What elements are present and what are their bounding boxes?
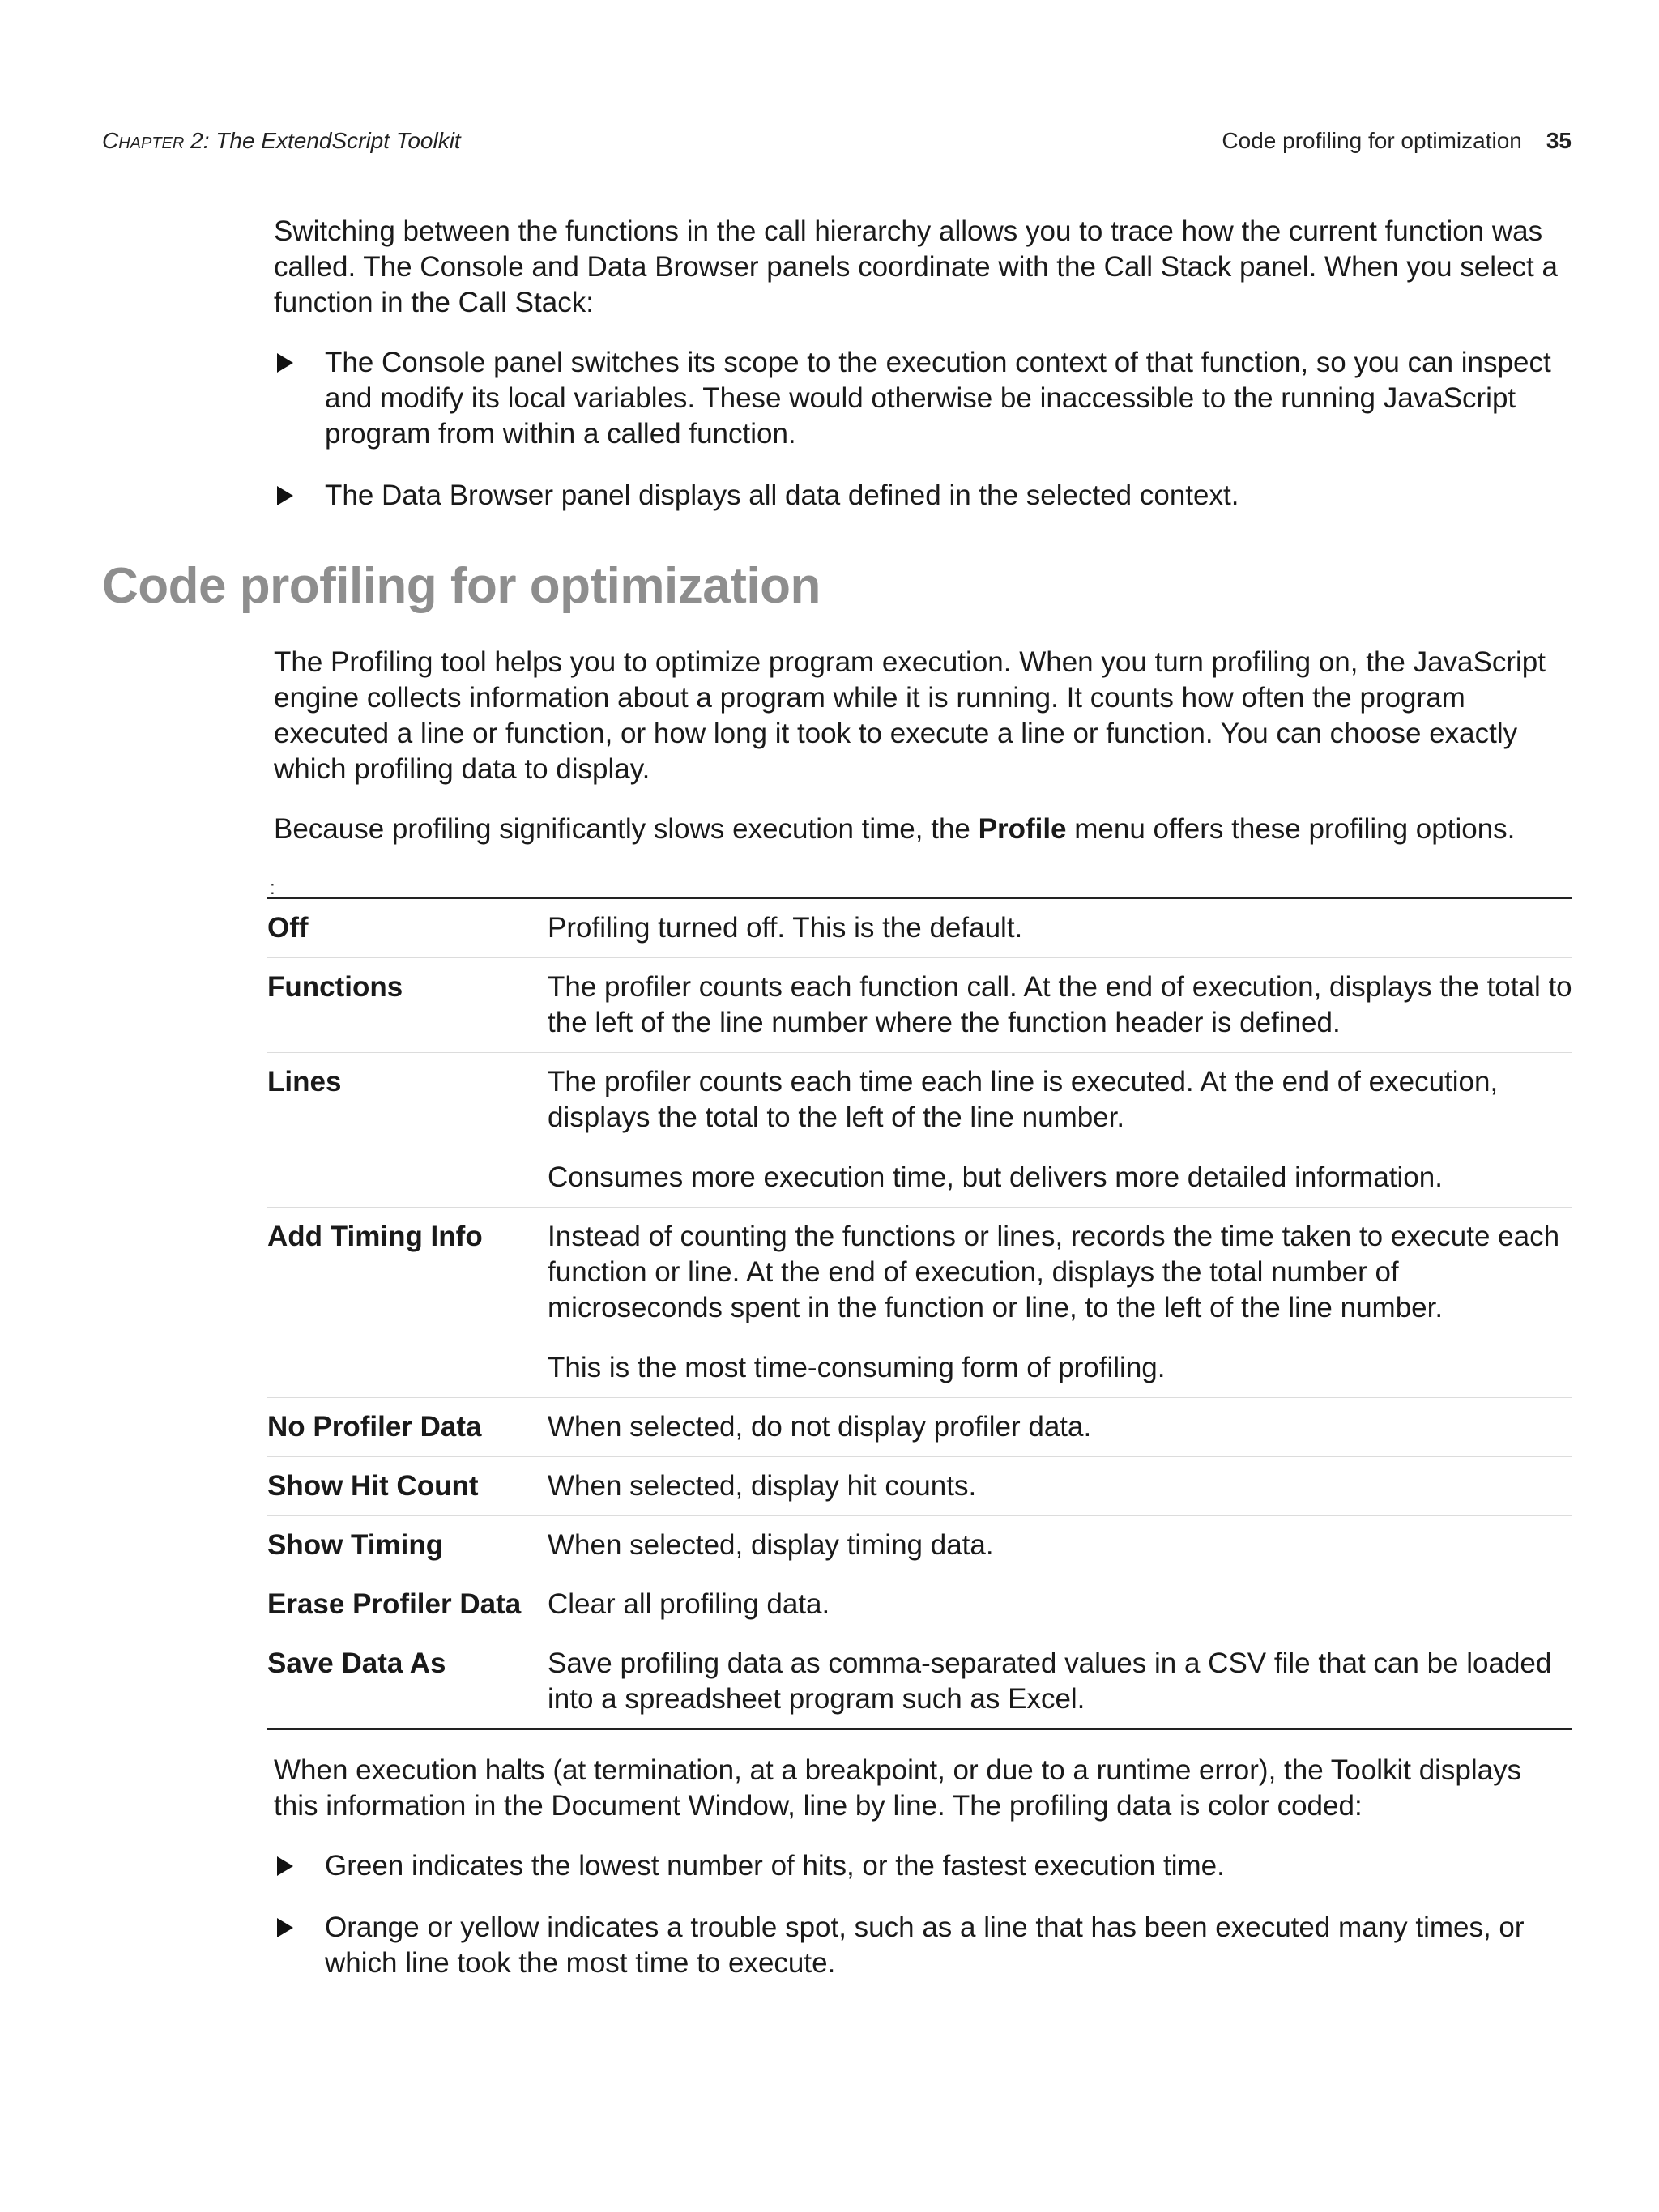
description-text: Clear all profiling data. xyxy=(548,1588,830,1620)
section-heading: Code profiling for optimization xyxy=(102,558,821,614)
header-section-title: Code profiling for optimization xyxy=(1222,128,1522,153)
paragraph-text-post: menu offers these profiling options. xyxy=(1066,813,1516,845)
page-number: 35 xyxy=(1546,128,1572,153)
chapter-label: Chapter 2: xyxy=(102,128,210,153)
profile-menu-name: Profile xyxy=(978,813,1067,845)
description-text: When selected, display timing data. xyxy=(548,1529,994,1561)
description-text: The profiler counts each time each line is executed. At the end of execution, displays the total to the left of the line number. xyxy=(548,1066,1499,1133)
option-name: Show Hit Count xyxy=(267,1457,548,1516)
chapter-title: The ExtendScript Toolkit xyxy=(215,128,461,153)
closing-bullet-item xyxy=(274,1910,1572,1981)
bullet-text: The Console panel switches its scope to the execution context of that function, so you can inspect and modify its local variables. These would otherwise be inaccessible to the running JavaScript program from within a called function. xyxy=(325,347,1551,450)
description-text: The profiler counts each function call. At the end of execution, displays the total to the left of the line number where the function header is defined. xyxy=(548,971,1572,1038)
option-description xyxy=(548,1516,1572,1575)
intro-bullet-item xyxy=(274,345,1572,452)
option-description xyxy=(548,1398,1572,1457)
closing-block xyxy=(274,1753,1572,1981)
profiling-intro-paragraph: The Profiling tool helps you to optimize program execution. When you turn profiling on, the JavaScript engine collects information about a program while it is running. It counts how often the program executed a line or function, or how long it took to execute a line or function. You can choose exactly which profiling data to display. xyxy=(274,646,1546,785)
description-text: Save profiling data as comma-separated values in a CSV file that can be loaded into a spreadsheet program such as Excel. xyxy=(548,1647,1552,1715)
option-name: Save Data As xyxy=(267,1647,446,1679)
option-description xyxy=(548,1208,1572,1398)
profile-options-table xyxy=(267,897,1572,1730)
table-row xyxy=(267,1457,1572,1516)
section-body xyxy=(274,645,1572,847)
option-description xyxy=(548,1634,1572,1730)
table-row xyxy=(267,1398,1572,1457)
table-row xyxy=(267,958,1572,1053)
description-text: Instead of counting the functions or lines, records the time taken to execute each function or line. At the end of execution, displays the total number of microseconds spent in the function or line, to the left of the line number. xyxy=(548,1221,1560,1323)
option-name: Functions xyxy=(267,958,548,1053)
running-header xyxy=(102,128,1572,160)
closing-paragraph: When execution halts (at termination, at a breakpoint, or due to a runtime error), the Toolkit displays this information in the Document Window, line by line. The profiling data is color coded: xyxy=(274,1754,1522,1822)
table-row xyxy=(267,898,1572,958)
running-header-chapter xyxy=(102,128,461,154)
option-description xyxy=(548,1575,1572,1634)
intro-bullet-list xyxy=(274,345,1572,514)
table-row xyxy=(267,1516,1572,1575)
intro-bullet-item xyxy=(274,478,1572,514)
triangle-bullet-icon xyxy=(277,353,293,373)
option-description xyxy=(548,958,1572,1053)
option-name: Lines xyxy=(267,1053,548,1208)
paragraph-text-pre: Because profiling significantly slows execution time, the xyxy=(274,813,979,845)
table-row xyxy=(267,1634,1572,1730)
option-name: No Profiler Data xyxy=(267,1398,548,1457)
option-name: Erase Profiler Data xyxy=(267,1575,548,1634)
running-header-section xyxy=(1222,128,1572,154)
bullet-text: Orange or yellow indicates a trouble spot, such as a line that has been executed many times, or which line took the most time to execute. xyxy=(325,1912,1525,1979)
table-row xyxy=(267,1575,1572,1634)
option-description xyxy=(548,898,1572,958)
triangle-bullet-icon xyxy=(277,1918,293,1937)
description-text: When selected, display hit counts. xyxy=(548,1470,977,1502)
description-text: When selected, do not display profiler data. xyxy=(548,1411,1092,1443)
closing-bullet-list xyxy=(274,1848,1572,1981)
intro-block xyxy=(274,214,1572,514)
bullet-text: The Data Browser panel displays all data defined in the selected context. xyxy=(325,479,1239,511)
table-row xyxy=(267,1053,1572,1208)
triangle-bullet-icon xyxy=(277,486,293,505)
closing-bullet-item xyxy=(274,1848,1572,1884)
bullet-text: Green indicates the lowest number of hits, or the fastest execution time. xyxy=(325,1850,1225,1882)
option-name: Add Timing Info xyxy=(267,1208,548,1398)
option-name: Show Timing xyxy=(267,1516,548,1575)
description-text: Consumes more execution time, but delivers more detailed information. xyxy=(548,1161,1443,1193)
option-name: Off xyxy=(267,898,548,958)
intro-paragraph: Switching between the functions in the call hierarchy allows you to trace how the current function was called. The Console and Data Browser panels coordinate with the Call Stack panel. When you select a function in the Call Stack: xyxy=(274,215,1558,318)
table-row xyxy=(267,1208,1572,1398)
option-description xyxy=(548,1457,1572,1516)
triangle-bullet-icon xyxy=(277,1856,293,1876)
description-text: This is the most time-consuming form of profiling. xyxy=(548,1352,1166,1383)
description-text: Profiling turned off. This is the default. xyxy=(548,912,1023,944)
table-caption-mark: : xyxy=(270,877,275,899)
profile-menu-paragraph xyxy=(274,812,1572,847)
option-description xyxy=(548,1053,1572,1208)
